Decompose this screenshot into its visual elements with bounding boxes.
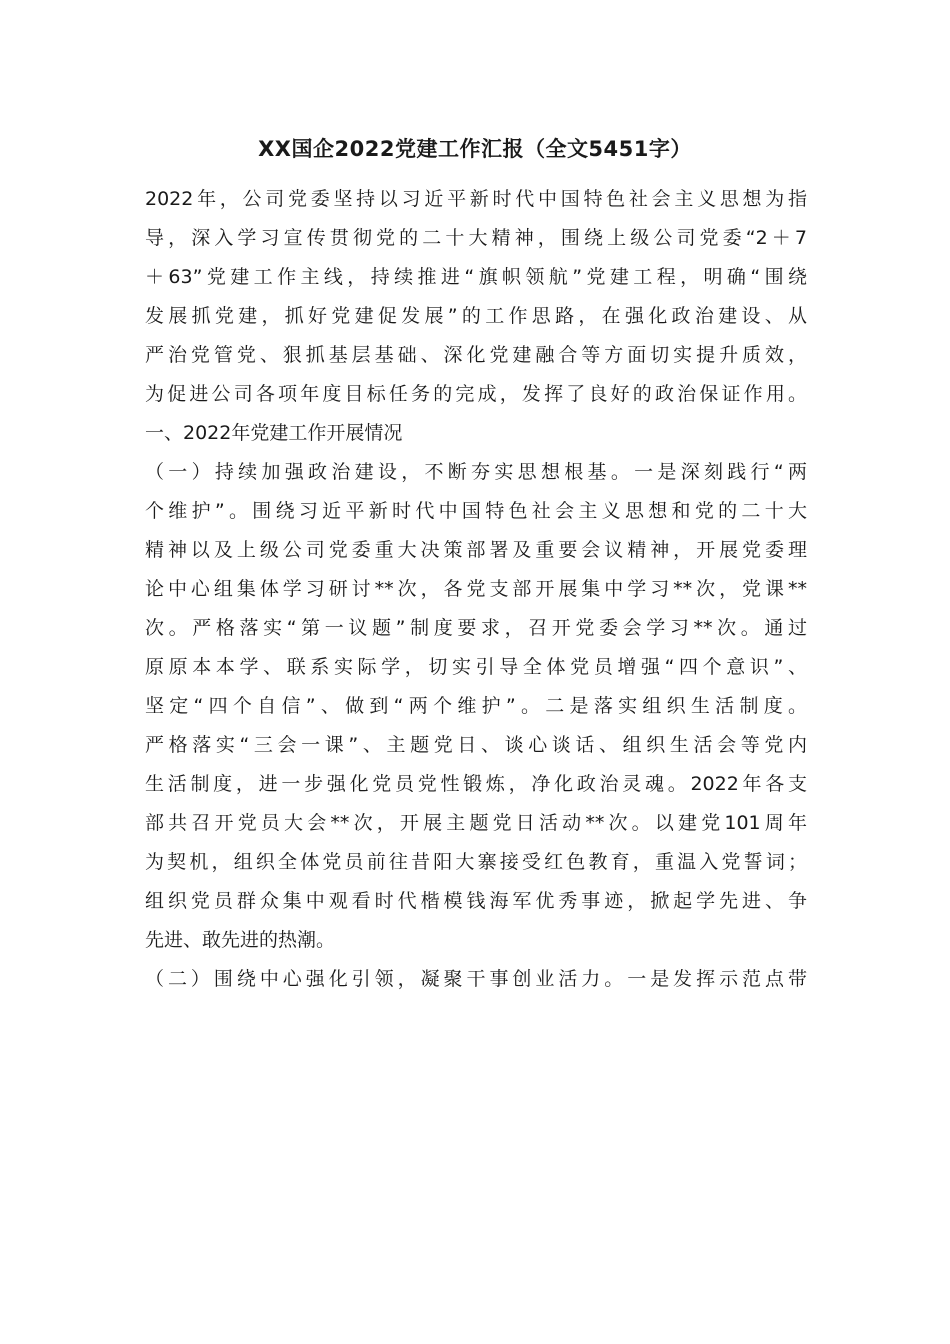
paragraph-line: 发展抓党建，抓好党建促发展”的工作思路，在强化政治建设、从 <box>145 305 807 327</box>
paragraph-line: 严治党管党、狠抓基层基础、深化党建融合等方面切实提升质效， <box>145 344 807 366</box>
document-body <box>145 180 807 999</box>
document-title: XX国企2022党建工作汇报（全文5451字） <box>258 137 692 161</box>
paragraph-line: 部共召开党员大会**次，开展主题党日活动**次。以建党101周年 <box>145 812 807 834</box>
paragraph-line: 坚定“四个自信”、做到“两个维护”。二是落实组织生活制度。 <box>145 695 807 717</box>
paragraph-line: 论中心组集体学习研讨**次，各党支部开展集中学习**次，党课** <box>145 578 807 600</box>
paragraph-line: 组织党员群众集中观看时代楷模钱海军优秀事迹，掀起学先进、争 <box>145 890 807 912</box>
paragraph-line: 生活制度，进一步强化党员党性锻炼，净化政治灵魂。2022年各支 <box>145 773 807 795</box>
paragraph-line: 精神以及上级公司党委重大决策部署及重要会议精神，开展党委理 <box>145 539 807 561</box>
paragraph-line: 个维护”。围绕习近平新时代中国特色社会主义思想和党的二十大 <box>145 500 807 522</box>
paragraph-line: 次。严格落实“第一议题”制度要求，召开党委会学习**次。通过 <box>145 617 807 639</box>
paragraph-line: 原原本本学、联系实际学，切实引导全体党员增强“四个意识”、 <box>145 656 807 678</box>
paragraph-line: 2022年，公司党委坚持以习近平新时代中国特色社会主义思想为指 <box>145 188 807 210</box>
paragraph-line: 严格落实“三会一课”、主题党日、谈心谈话、组织生活会等党内 <box>145 734 807 756</box>
paragraph-line: 为契机，组织全体党员前往昔阳大寨接受红色教育，重温入党誓词； <box>145 851 807 873</box>
paragraph-line: 为促进公司各项年度目标任务的完成，发挥了良好的政治保证作用。 <box>145 383 807 405</box>
paragraph-line: 导，深入学习宣传贯彻党的二十大精神，围绕上级公司党委“2＋7 <box>145 227 807 249</box>
paragraph-line: ＋63”党建工作主线，持续推进“旗帜领航”党建工程，明确“围绕 <box>145 266 807 288</box>
paragraph-line: （二）围绕中心强化引领，凝聚干事创业活力。一是发挥示范点带 <box>145 968 807 990</box>
paragraph-line: （一）持续加强政治建设，不断夯实思想根基。一是深刻践行“两 <box>145 461 807 483</box>
paragraph-line: 先进、敢先进的热潮。 <box>145 929 336 951</box>
section-heading: 一、2022年党建工作开展情况 <box>145 422 403 444</box>
